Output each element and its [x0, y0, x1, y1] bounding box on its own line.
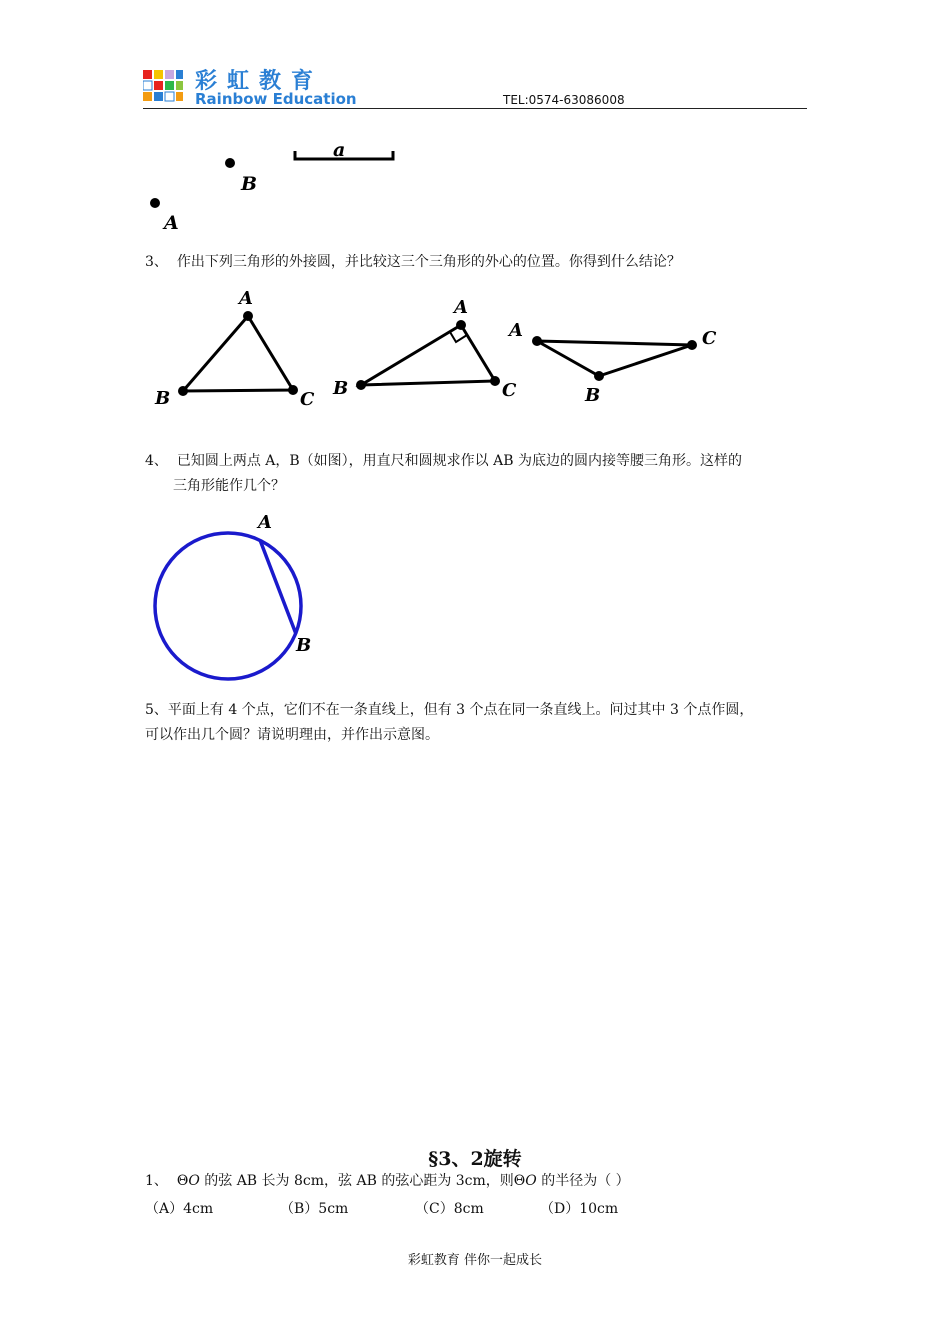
footer-slogan: 彩虹教育 伴你一起成长 — [407, 1253, 543, 1268]
triangle-right-label-c: C — [502, 380, 517, 401]
circle-with-chord — [155, 512, 311, 679]
question-4-line-1: 已知圆上两点 A，B（如图），用直尺和圆规求作以 AB 为底边的圆内接等腰三角形。这样的 — [176, 453, 742, 469]
circle-name-2: O — [525, 1173, 537, 1189]
choice-b: （B）5cm — [280, 1201, 349, 1217]
choice-d: （D）10cm — [540, 1201, 619, 1217]
triangle-obtuse-vertex-b — [594, 371, 604, 381]
blue-circle — [155, 533, 301, 679]
section-question-1-text-2: 的半径为（ ） — [536, 1173, 630, 1189]
chord-label-b: B — [296, 635, 312, 656]
triangle-obtuse-vertex-c — [687, 340, 697, 350]
triangle-acute-vertex-c — [288, 385, 298, 395]
circle-symbol-1: Θ — [176, 1173, 189, 1189]
choice-a: （A）4cm — [145, 1201, 214, 1217]
triangle-right-shape — [361, 325, 495, 385]
section-title: §3、2旋转 — [428, 1148, 522, 1170]
triangle-right — [332, 297, 517, 401]
triangle-obtuse-shape — [537, 341, 692, 376]
triangle-acute — [154, 288, 315, 410]
circle-name-1: O — [188, 1173, 200, 1189]
triangle-right-vertex-b — [356, 380, 366, 390]
segment-a-label: a — [333, 139, 346, 161]
triangle-right-vertex-a — [456, 320, 466, 330]
telephone-number: TEL:0574-63086008 — [503, 93, 625, 107]
triangle-right-label-b: B — [333, 378, 349, 399]
question-3 — [145, 250, 681, 275]
question-3-number: 3、 — [145, 254, 168, 270]
point-b-dot — [225, 158, 235, 168]
triangle-obtuse-label-b: B — [585, 385, 601, 406]
logo-english-name: Rainbow Education — [195, 90, 357, 108]
triangle-acute-shape — [183, 316, 293, 391]
triangle-acute-label-a: A — [239, 288, 253, 309]
chord-label-a: A — [258, 512, 272, 533]
choice-c: （C）8cm — [415, 1201, 484, 1217]
question-4-line-2: 三角形能作几个？ — [173, 478, 285, 494]
point-b-label: B — [241, 173, 258, 195]
question-5-line-2: 可以作出几个圆？请说明理由，并作出示意图。 — [145, 727, 439, 743]
triangle-right-label-a: A — [454, 297, 468, 318]
triangle-acute-vertex-a — [243, 311, 253, 321]
triangle-acute-label-c: C — [300, 389, 315, 410]
section-question-1-text-1: 的弦 AB 长为 8cm，弦 AB 的弦心距为 3cm，则 — [199, 1173, 514, 1189]
triangle-right-vertex-c — [490, 376, 500, 386]
triangle-obtuse — [507, 320, 717, 406]
question-5 — [145, 698, 825, 748]
logo-chinese-name: 彩虹教育 — [195, 69, 324, 94]
triangle-acute-label-b: B — [155, 388, 171, 409]
question-4-number: 4、 — [145, 453, 168, 469]
figure-points-and-segment — [150, 139, 393, 234]
triangle-obtuse-label-c: C — [702, 328, 717, 349]
question-4 — [145, 449, 815, 499]
point-a-label: A — [164, 212, 179, 234]
question-3-text: 作出下列三角形的外接圆，并比较这三个三角形的外心的位置。你得到什么结论？ — [176, 254, 681, 270]
triangle-obtuse-label-a: A — [509, 320, 523, 341]
triangle-obtuse-vertex-a — [532, 336, 542, 346]
question-5-line-1: 5、平面上有 4 个点，它们不在一条直线上，但有 3 个点在同一条直线上。问过其中 3 个点作圆， — [145, 702, 754, 718]
point-a-dot — [150, 198, 160, 208]
circle-symbol-2: Θ — [513, 1173, 526, 1189]
triangle-acute-vertex-b — [178, 386, 188, 396]
section-question-1-number: 1、 — [145, 1173, 168, 1189]
section-question-1 — [145, 1169, 825, 1194]
